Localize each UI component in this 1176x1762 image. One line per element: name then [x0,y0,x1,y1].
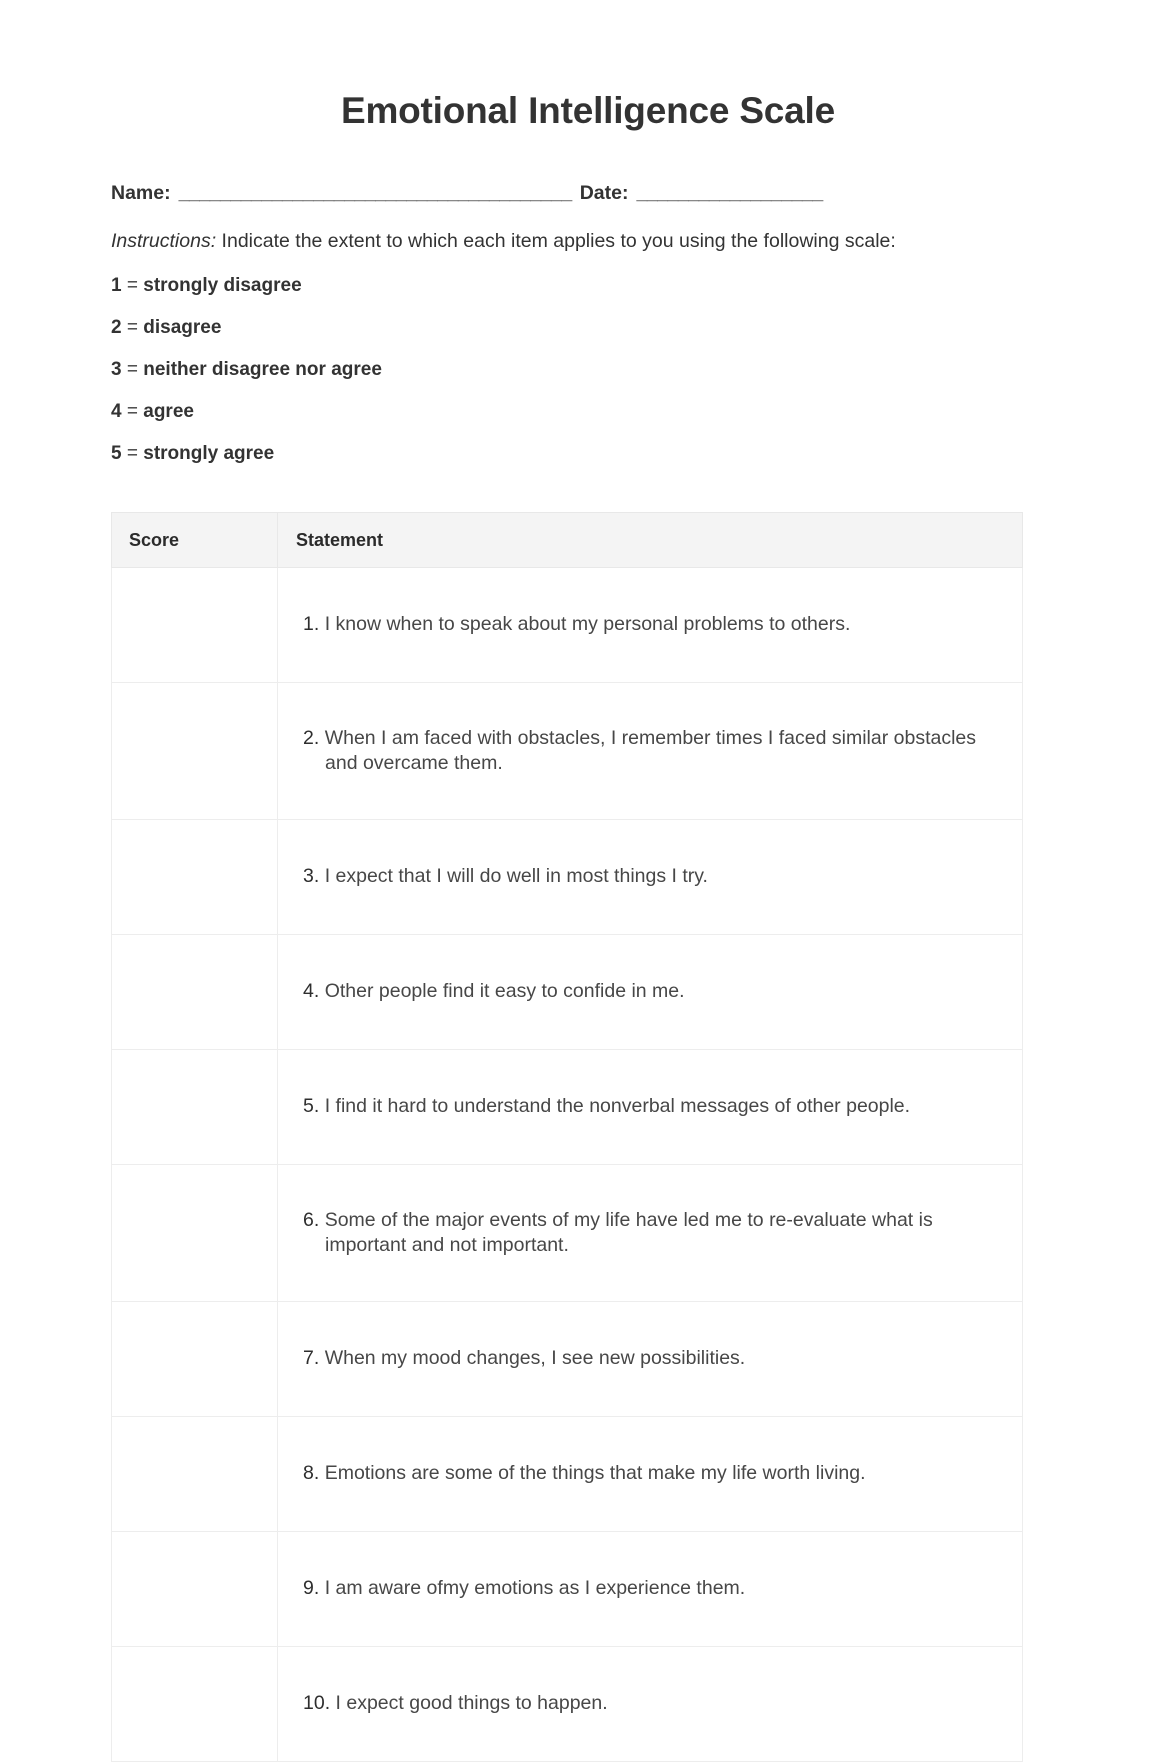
statement-cell [278,682,1023,819]
statement-text: I find it hard to understand the nonverbal messages of other people. [324,1095,911,1117]
table-body [112,567,1023,1761]
scale-label: strongly disagree [143,274,302,296]
scale-label: strongly agree [143,442,275,464]
score-input-cell[interactable] [112,1164,278,1301]
table-row [112,1164,1023,1301]
scale-item [111,316,1065,340]
scale-equals: = [126,316,138,338]
table-header [112,512,1023,567]
name-label: Name: [111,182,171,204]
date-input-rule[interactable]: __________________ [636,182,823,204]
statement-number: 4. [303,980,320,1002]
scale-item [111,274,1065,298]
scale-equals: = [126,274,138,296]
statement-cell [278,1531,1023,1646]
statement-cell [278,1164,1023,1301]
statement-number: 7. [303,1347,320,1369]
statement-text: When my mood changes, I see new possibilities. [324,1347,746,1369]
score-input-cell[interactable] [112,1049,278,1164]
scale-label: agree [143,400,194,422]
statement-number: 6. [303,1208,320,1231]
scale-number: 3 [111,358,122,380]
scale-number: 5 [111,442,122,464]
table-row [112,1531,1023,1646]
statement-number: 10. [303,1692,331,1714]
statement-text: Other people find it easy to confide in me. [324,980,685,1002]
statement-number: 5. [303,1095,320,1117]
statement-cell [278,934,1023,1049]
statement-cell [278,567,1023,682]
statement-cell [278,819,1023,934]
scale-equals: = [126,358,138,380]
statement-text: I am aware ofmy emotions as I experience them. [324,1577,746,1599]
name-input-rule[interactable]: ______________________________________ [178,182,572,204]
table-row [112,567,1023,682]
score-input-cell[interactable] [112,819,278,934]
scale-label: neither disagree nor agree [143,358,382,380]
statement-text: Emotions are some of the things that make my life worth living. [324,1462,866,1484]
column-header-statement: Statement [278,512,1023,567]
statement-cell [278,1301,1023,1416]
statement-number: 9. [303,1577,320,1599]
page-title: Emotional Intelligence Scale [340,90,836,131]
table-row [112,1301,1023,1416]
table-row [112,1416,1023,1531]
score-input-cell[interactable] [112,934,278,1049]
table-row [112,934,1023,1049]
table-row [112,819,1023,934]
statement-number: 3. [303,865,320,887]
table-row [112,682,1023,819]
instructions-text: Indicate the extent to which each item applies to you using the following scale: [216,230,896,252]
scale-equals: = [126,400,138,422]
scale-number: 2 [111,316,122,338]
scale-item [111,358,1065,382]
instructions-line [111,228,1065,254]
statement-number: 2. [303,726,320,749]
column-header-score: Score [112,512,278,567]
instructions-label: Instructions: [111,230,217,252]
statement-text: I expect that I will do well in most things I try. [324,865,708,887]
scale-item [111,442,1065,466]
scale-item [111,400,1065,424]
table-row [112,1646,1023,1761]
score-input-cell[interactable] [112,1646,278,1761]
scale-equals: = [126,442,138,464]
statement-text: When I am faced with obstacles, I remember times I faced similar obstacles and overcame them. [324,726,977,774]
statement-cell [278,1646,1023,1761]
scale-number: 1 [111,274,122,296]
statement-text: Some of the major events of my life have led me to re-evaluate what is important and not important. [324,1208,933,1256]
statement-text: I know when to speak about my personal problems to others. [324,613,851,635]
scale-number: 4 [111,400,122,422]
date-label: Date: [579,182,629,204]
scale-legend [111,274,1065,466]
table-row [112,1049,1023,1164]
scale-table [111,512,1023,1762]
identity-fields [111,180,1065,206]
statement-cell [278,1049,1023,1164]
score-input-cell[interactable] [112,1301,278,1416]
statement-text: I expect good things to happen. [335,1692,608,1714]
scale-label: disagree [143,316,222,338]
table-header-row [112,512,1023,567]
score-input-cell[interactable] [112,682,278,819]
statement-number: 1. [303,613,320,635]
score-input-cell[interactable] [112,1416,278,1531]
statement-number: 8. [303,1462,320,1484]
score-input-cell[interactable] [112,567,278,682]
statement-cell [278,1416,1023,1531]
score-input-cell[interactable] [112,1531,278,1646]
